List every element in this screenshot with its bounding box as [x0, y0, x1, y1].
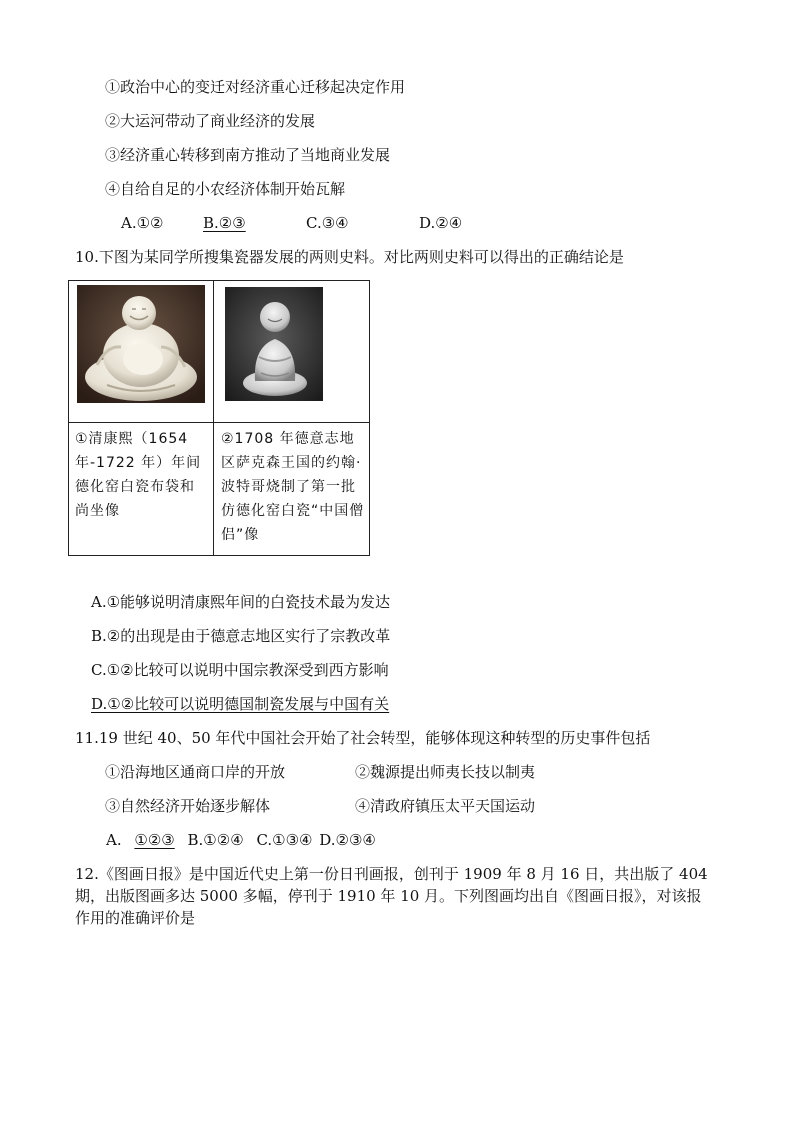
q9-item-3: ③经济重心转移到南方推动了当地商业发展: [105, 146, 391, 164]
q10-stem: 10.下图为某同学所搜集瓷器发展的两则史料。对比两则史料可以得出的正确结论是: [75, 248, 624, 266]
q12-stem-line-2: 期，出版图画多达 5000 多幅，停刊于 1910 年 10 月。下列图画均出自《图画日报》，对该报: [75, 887, 702, 905]
q12-stem-line-3: 作用的准确评价是: [75, 909, 196, 927]
table-divider-vertical: [213, 281, 214, 555]
q10-source-table: [68, 280, 370, 556]
q10-option-a: A.①能够说明清康熙年间的白瓷技术最为发达: [91, 593, 391, 611]
q11-options: [106, 830, 376, 850]
source-2-caption: ②1708 年德意志地区萨克森王国的约翰·波特哥烧制了第一批仿德化窑白瓷“中国僧侣”像: [221, 431, 365, 543]
q9-option-a: A.①②: [121, 214, 164, 232]
q11-item-3: ③自然经济开始逐步解体: [105, 797, 271, 815]
q11-option-b: B.①②④: [187, 831, 244, 849]
q11-item-4: ④清政府镇压太平天国运动: [355, 797, 536, 815]
q11-stem: 11.19 世纪 40、50 年代中国社会开始了社会转型，能够体现这种转型的历史事件包括: [75, 729, 651, 747]
source-1-caption: ①清康熙（1654 年-1722 年）年间德化窑白瓷布袋和尚坐像: [75, 431, 202, 519]
table-divider-horizontal: [69, 422, 369, 423]
q9-option-c: C.③④: [306, 214, 349, 232]
q11-item-1: ①沿海地区通商口岸的开放: [105, 763, 286, 781]
q11-item-2: ②魏源提出师夷长技以制夷: [355, 763, 536, 781]
q9-item-1: ①政治中心的变迁对经济重心迁移起决定作用: [105, 78, 406, 96]
q9-item-4: ④自给自足的小农经济体制开始瓦解: [105, 180, 346, 198]
q11-option-a: ①②③: [134, 831, 175, 849]
q12-stem-line-1: 12.《图画日报》是中国近代史上第一份日刊画报，创刊于 1909 年 8 月 16 日，共出版了 404: [75, 865, 708, 883]
q9-option-d: D.②④: [419, 214, 463, 232]
q11-option-c: C.①③④: [256, 831, 313, 849]
chinese-monk-figure-photo: [225, 287, 323, 401]
budai-porcelain-photo: [77, 285, 205, 403]
q9-option-b: B.②③: [203, 214, 246, 232]
q11-option-d: D.②③④: [319, 831, 376, 849]
q10-option-b: B.②的出现是由于德意志地区实行了宗教改革: [91, 627, 391, 645]
q10-option-d: D.①②比较可以说明德国制瓷发展与中国有关: [91, 695, 390, 713]
q9-item-2: ②大运河带动了商业经济的发展: [105, 112, 316, 130]
q10-option-c: C.①②比较可以说明中国宗教深受到西方影响: [91, 661, 389, 679]
q11-option-a-prefix: A.: [106, 831, 122, 849]
